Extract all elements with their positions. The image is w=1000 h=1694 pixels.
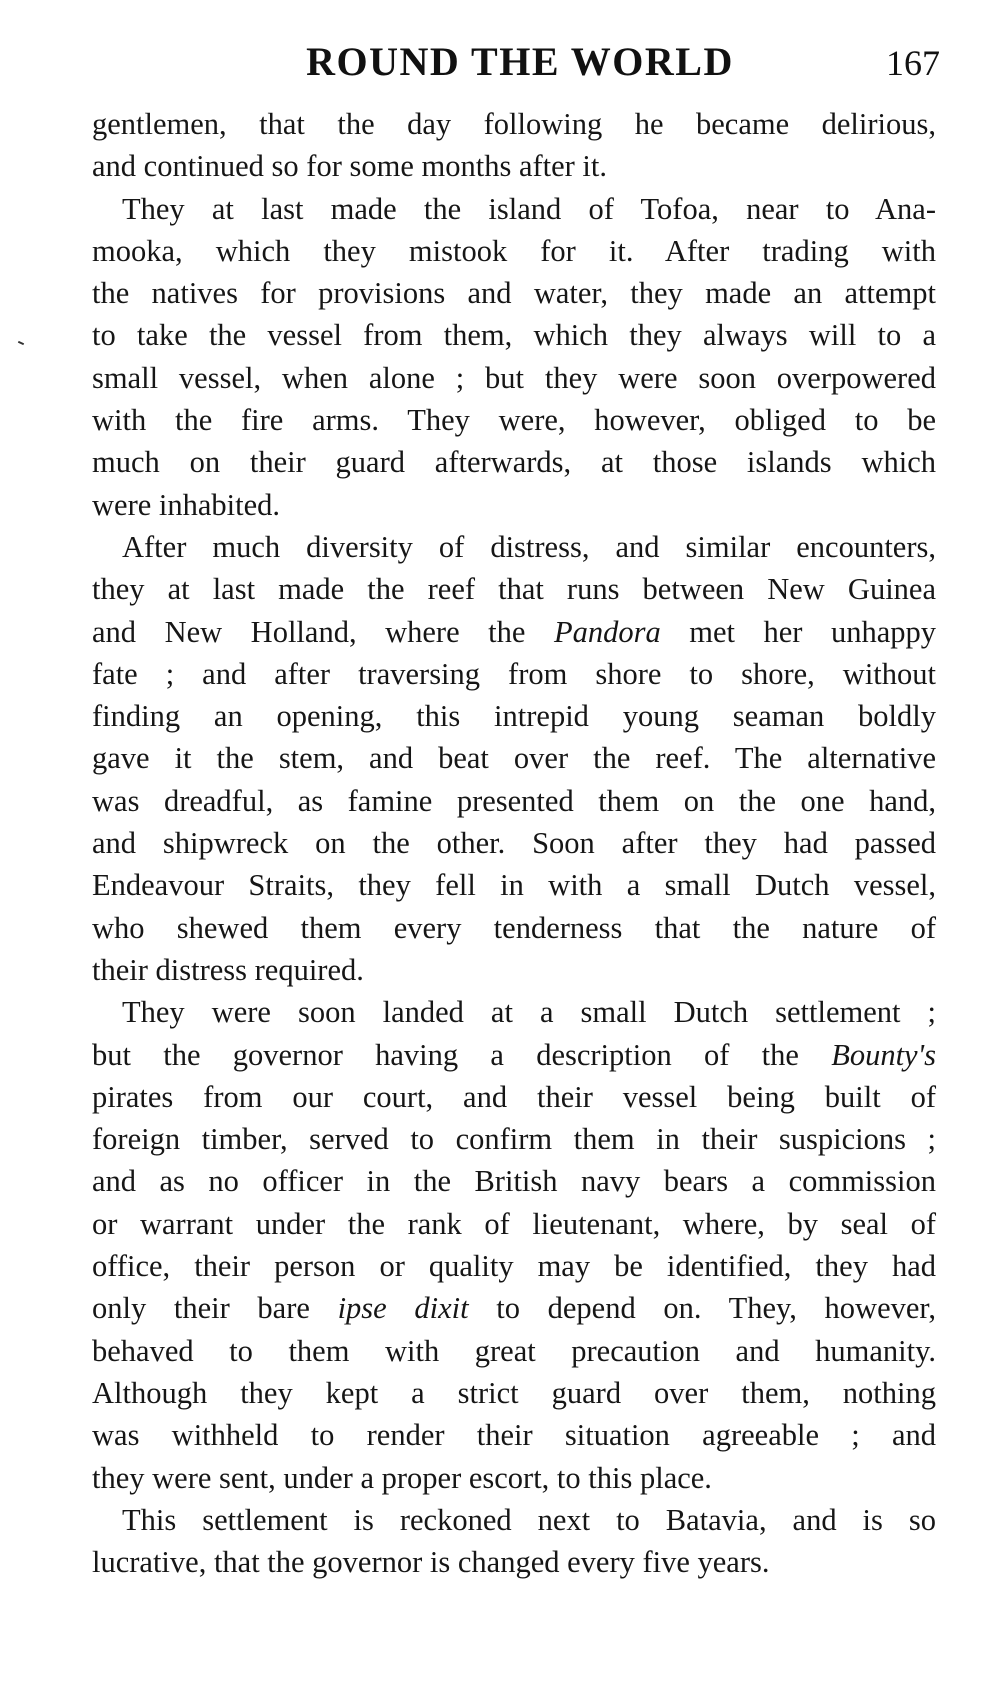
paragraph-3 — [92, 526, 936, 991]
text-line: Endeavour Straits, they fell in with a small Dutch vessel, — [92, 868, 936, 903]
text-line: to take the vessel from them, which they always will to a — [92, 318, 936, 353]
text-line: fate ; and after traversing from shore to shore, without — [92, 656, 936, 691]
text-line: mooka, which they mistook for it. After trading with — [92, 233, 936, 268]
text-segment: met her unhappy — [660, 614, 936, 649]
text-line: was dreadful, as famine presented them on the one hand, — [92, 783, 936, 818]
text-line: and shipwreck on the other. Soon after they had passed — [92, 826, 936, 861]
text-segment: to depend on. They, however, — [468, 1291, 936, 1326]
text-line: small vessel, when alone ; but they were soon overpowered — [92, 360, 936, 395]
running-title: ROUND THE WORLD — [306, 39, 734, 84]
text-line: gentlemen, that the day following he became delirious, — [92, 107, 936, 141]
text-line: were inhabited. — [92, 487, 281, 522]
text-line: They were soon landed at a small Dutch settlement ; — [122, 995, 936, 1030]
text-line: pirates from our court, and their vessel being built of — [92, 1079, 936, 1114]
text-line — [92, 611, 936, 653]
margin-mark — [18, 341, 24, 345]
text-line: and as no officer in the British navy bears a commission — [92, 1164, 936, 1199]
text-line: who shewed them every tenderness that the nature of — [92, 910, 936, 945]
paragraph-1 — [92, 103, 936, 188]
text-line: and continued so for some months after it. — [92, 149, 608, 184]
text-line: They at last made the island of Tofoa, near to Ana- — [122, 191, 936, 226]
text-line: finding an opening, this intrepid young seaman boldly — [92, 699, 936, 734]
running-head — [100, 38, 940, 90]
latin-phrase: ipse dixit — [337, 1291, 469, 1326]
text-line: lucrative, that the governor is changed every five years. — [92, 1545, 770, 1580]
text-line — [92, 1034, 936, 1076]
text-segment: but the governor having a description of the — [92, 1037, 832, 1072]
ship-name-pandora: Pandora — [553, 614, 661, 649]
text-line: was withheld to render their situation agreeable ; and — [92, 1418, 936, 1453]
text-line: they were sent, under a proper escort, to this place. — [92, 1460, 712, 1495]
paragraph-4 — [92, 991, 936, 1499]
text-line: foreign timber, served to confirm them in their suspicions ; — [92, 1122, 936, 1157]
text-line: gave it the stem, and beat over the reef. The alternative — [92, 741, 936, 776]
paragraph-5 — [92, 1499, 936, 1584]
page-number: 167 — [886, 43, 940, 83]
text-segment: and New Holland, where the — [92, 614, 554, 649]
text-line: After much diversity of distress, and similar encounters, — [122, 529, 936, 564]
text-line: their distress required. — [92, 952, 364, 987]
text-line: or warrant under the rank of lieutenant, where, by seal of — [92, 1206, 936, 1241]
text-line: behaved to them with great precaution and humanity. — [92, 1333, 936, 1368]
text-line: the natives for provisions and water, they made an attempt — [92, 276, 936, 311]
ship-name-bounty: Bounty's — [831, 1037, 936, 1072]
text-line: This settlement is reckoned next to Batavia, and is so — [122, 1502, 936, 1537]
text-line: office, their person or quality may be identified, they had — [92, 1249, 936, 1284]
text-line — [92, 1287, 936, 1329]
body-text — [92, 103, 936, 1583]
text-line: they at last made the reef that runs between New Guinea — [92, 572, 936, 607]
paragraph-2 — [92, 188, 936, 526]
text-line: Although they kept a strict guard over them, nothing — [92, 1375, 936, 1410]
text-line: with the fire arms. They were, however, obliged to be — [92, 403, 936, 438]
text-segment: only their bare — [92, 1291, 338, 1326]
text-line: much on their guard afterwards, at those islands which — [92, 445, 936, 480]
